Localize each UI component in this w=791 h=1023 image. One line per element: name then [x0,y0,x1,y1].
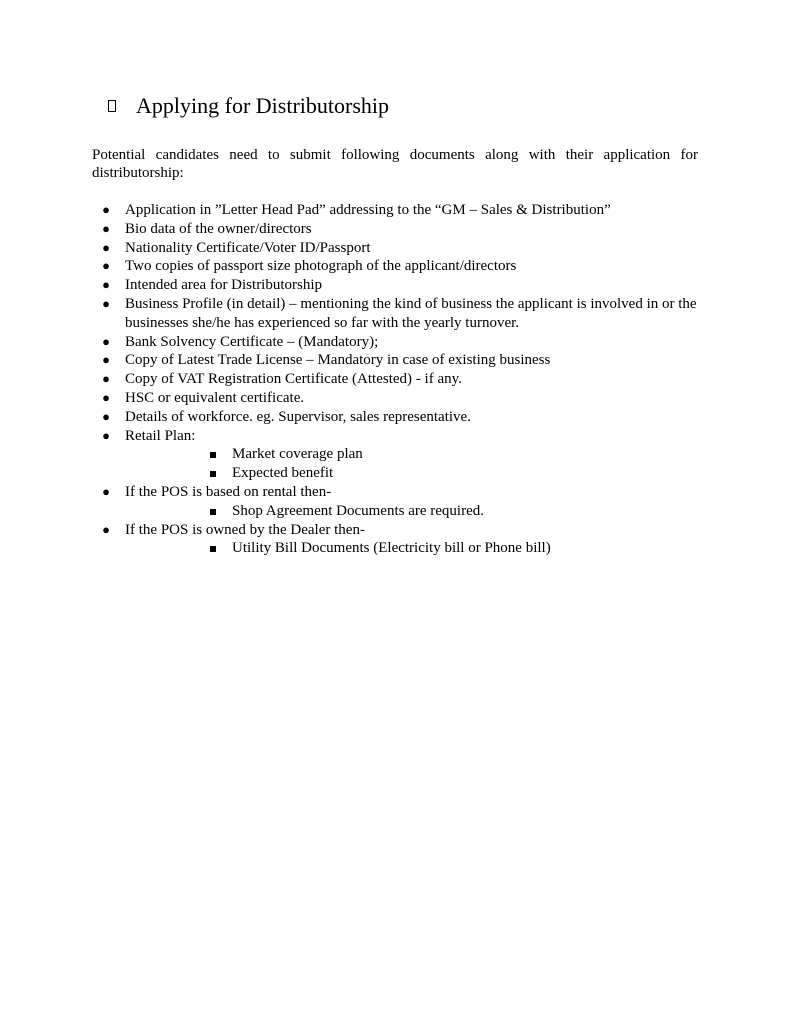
list-item [92,295,698,333]
list-item [92,408,698,427]
sub-list-item [125,502,698,521]
sub-list [125,539,698,558]
sub-list [125,502,698,521]
bullet-dot-icon: ● [102,220,110,236]
bullet-dot-icon: ● [102,389,110,405]
square-bullet-icon [210,546,216,552]
list-item [92,389,698,408]
bullet-dot-icon: ● [102,277,110,293]
list-item-text: Nationality Certificate/Voter ID/Passport [125,239,371,256]
list-item-text: Bank Solvency Certificate – (Mandatory); [125,333,379,350]
list-item-text: Two copies of passport size photograph of the applicant/directors [125,258,517,275]
list-item-text: Copy of Latest Trade License – Mandatory in case of existing business [125,352,551,369]
list-item [92,220,698,239]
bullet-dot-icon: ● [102,521,110,537]
bullet-dot-icon: ● [102,239,110,255]
section-heading [100,92,389,120]
list-item-text: Intended area for Distributorship [125,277,323,294]
list-item [92,257,698,276]
sub-list [125,445,698,483]
list-item [92,239,698,258]
list-item-text: HSC or equivalent certificate. [125,389,305,406]
requirements-list [92,201,698,558]
bullet-dot-icon: ● [102,258,110,274]
list-item-text: If the POS is based on rental then- [125,483,332,500]
sub-list-item [125,539,698,558]
section-title: Applying for Distributorship [136,93,389,118]
list-item [92,427,698,483]
square-bullet-icon [210,471,216,477]
bullet-dot-icon: ● [102,202,110,217]
bullet-dot-icon: ● [102,408,110,424]
list-item-text: Copy of VAT Registration Certificate (Attested) - if any. [125,371,462,388]
bullet-dot-icon: ● [102,371,110,387]
list-item [92,483,698,521]
list-item [92,521,698,559]
square-bullet-icon [210,509,216,515]
list-item-text: If the POS is owned by the Dealer then- [125,521,365,538]
list-item-text: Bio data of the owner/directors [125,220,312,237]
square-box-icon [108,100,116,112]
list-item [92,333,698,352]
list-item [92,370,698,389]
list-item [92,351,698,370]
bullet-dot-icon: ● [102,333,110,349]
list-item-text: Details of workforce. eg. Supervisor, sales representative. [125,408,471,425]
square-bullet-icon [210,452,216,458]
list-item-text: Business Profile (in detail) – mentioning the kind of business the applicant is involved in or the businesses she/he has experienced so far with the yearly turnover. [125,295,697,331]
sub-list-item-text: Expected benefit [232,465,334,482]
sub-list-item-text: Shop Agreement Documents are required. [232,502,485,519]
bullet-dot-icon: ● [102,427,110,443]
bullet-dot-icon: ● [102,483,110,499]
sub-list-item-text: Utility Bill Documents (Electricity bill or Phone bill) [232,540,551,557]
sub-list-item [125,464,698,483]
bullet-dot-icon: ● [102,352,110,368]
list-item [92,276,698,295]
intro-paragraph: Potential candidates need to submit following documents along with their application for distributorship: [92,147,698,181]
sub-list-item-text: Market coverage plan [232,446,363,463]
list-item [92,201,698,220]
list-item-text: Application in ”Letter Head Pad” addressing to the “GM – Sales & Distribution” [125,202,611,218]
list-item-text: Retail Plan: [125,427,196,444]
sub-list-item [125,445,698,464]
bullet-dot-icon: ● [102,295,110,311]
